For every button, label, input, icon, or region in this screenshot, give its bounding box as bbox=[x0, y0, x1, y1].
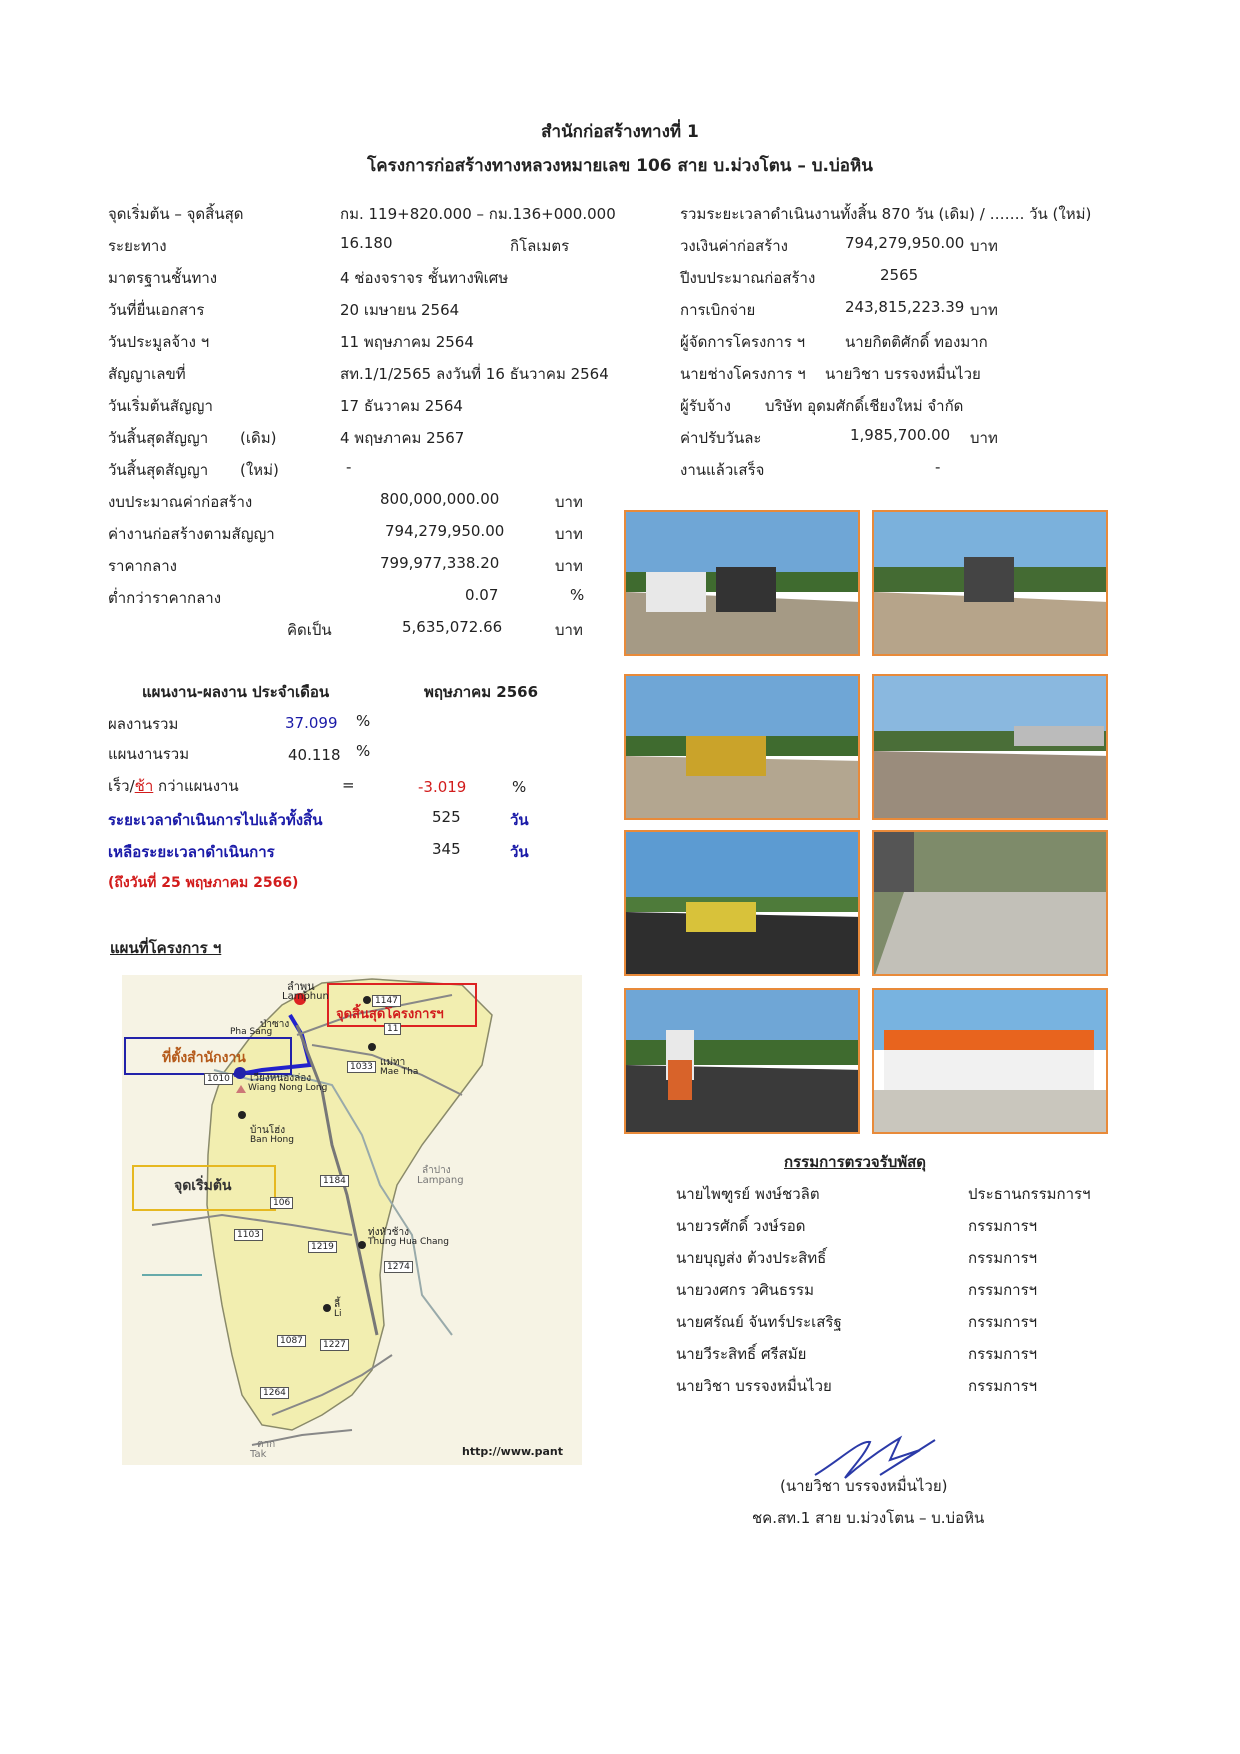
place-li-th: ลี้ bbox=[334, 1299, 341, 1310]
info-value: 243,815,223.39 bbox=[845, 298, 965, 316]
road-badge: 1087 bbox=[277, 1335, 306, 1347]
info-value: 4 ช่องจราจร ชั้นทางพิเศษ bbox=[340, 269, 509, 287]
place-wiang-en: Wiang Nong Long bbox=[248, 1083, 328, 1093]
budget-label: ต่ำกว่าราคากลาง bbox=[108, 589, 222, 607]
diff-value: -3.019 bbox=[418, 778, 467, 796]
budget-label: งบประมาณค่าก่อสร้าง bbox=[108, 493, 253, 511]
member-role: กรรมการฯ bbox=[968, 1249, 1038, 1267]
road-badge: 1147 bbox=[372, 995, 401, 1007]
info-value: 2565 bbox=[880, 266, 919, 284]
remain-value: 345 bbox=[432, 840, 461, 858]
place-thunghuachang-en: Thung Hua Chang bbox=[368, 1237, 449, 1247]
town-dot bbox=[323, 1304, 331, 1312]
info-value: บริษัท อุดมศักดิ์เชียงใหม่ จำกัด bbox=[765, 397, 964, 415]
info-value: นายวิชา บรรจงหมื่นไวย bbox=[825, 365, 981, 383]
member-name: นายวรศักดิ์ วงษ์รอด bbox=[676, 1217, 806, 1235]
info-label: วงเงินค่าก่อสร้าง bbox=[680, 237, 788, 255]
road-badge: 1274 bbox=[384, 1261, 413, 1273]
photo-roller bbox=[624, 830, 860, 976]
photo-road-signs bbox=[624, 988, 860, 1134]
start-label: จุดเริ่มต้น bbox=[174, 1178, 232, 1194]
budget-label: คิดเป็น bbox=[287, 621, 332, 639]
info-label: มาตรฐานชั้นทาง bbox=[108, 269, 218, 287]
info-label: งานแล้วเสร็จ bbox=[680, 461, 765, 479]
budget-value: 800,000,000.00 bbox=[380, 490, 500, 508]
road-badge: 1010 bbox=[204, 1073, 233, 1085]
place-lamphun-en: Lamphun bbox=[282, 991, 329, 1002]
place-lampang-th: ลำปาง bbox=[422, 1165, 451, 1176]
place-banhong-en: Ban Hong bbox=[250, 1135, 294, 1145]
info-label: วันที่ยื่นเอกสาร bbox=[108, 301, 205, 319]
member-role: กรรมการฯ bbox=[968, 1217, 1038, 1235]
place-tak-th: ตาก bbox=[257, 1439, 276, 1450]
place-pasang-en: Pha Sang bbox=[230, 1027, 273, 1037]
place-maetha-th: แม่ทา bbox=[380, 1057, 406, 1068]
info-value: 16.180 bbox=[340, 234, 393, 252]
info-label: สัญญาเลขที่ bbox=[108, 365, 186, 383]
committee-heading: กรรมการตรวจรับพัสดุ bbox=[784, 1153, 927, 1171]
remain-day: วัน bbox=[510, 843, 529, 861]
place-tak-en: Tak bbox=[250, 1449, 267, 1460]
place-li-en: Li bbox=[334, 1309, 342, 1319]
place-lamphun-th: ลำพูน bbox=[287, 980, 315, 993]
plan-label: แผนงานรวม bbox=[108, 745, 190, 763]
info-label: รวมระยะเวลาดำเนินงานทั้งสิ้น 870 วัน (เดิม) / ……. วัน (ใหม่) bbox=[680, 205, 1092, 223]
signer-name: (นายวิชา บรรจงหมื่นไวย) bbox=[780, 1477, 948, 1495]
info-value: นายกิตติศักดิ์ ทองมาก bbox=[845, 333, 988, 351]
place-pasang-th: ป่าซาง bbox=[260, 1019, 290, 1030]
road-badge: 1227 bbox=[320, 1339, 349, 1351]
progress-heading: แผนงาน-ผลงาน ประจำเดือน bbox=[142, 683, 330, 701]
member-role: กรรมการฯ bbox=[968, 1345, 1038, 1363]
info-value: - bbox=[935, 458, 941, 476]
actual-label: ผลงานรวม bbox=[108, 715, 179, 733]
place-banhong-th: บ้านโฮ่ง bbox=[250, 1125, 286, 1136]
road-badge: 1103 bbox=[234, 1229, 263, 1241]
budget-unit: % bbox=[570, 586, 585, 604]
end-label: จุดสิ้นสุดโครงการฯ bbox=[336, 1007, 444, 1022]
remain-label: เหลือระยะเวลาดำเนินการ bbox=[108, 843, 275, 861]
info-value: 20 เมษายน 2564 bbox=[340, 301, 460, 319]
info-label: ผู้รับจ้าง bbox=[680, 397, 731, 415]
elapsed-value: 525 bbox=[432, 808, 461, 826]
map-url: http://www.pant bbox=[462, 1445, 564, 1458]
info-value: สท.1/1/2565 ลงวันที่ 16 ธันวาคม 2564 bbox=[340, 365, 609, 383]
member-name: นายวิชา บรรจงหมื่นไวย bbox=[676, 1377, 832, 1395]
budget-value: 794,279,950.00 bbox=[385, 522, 505, 540]
info-label: การเบิกจ่าย bbox=[680, 301, 756, 319]
member-role: กรรมการฯ bbox=[968, 1313, 1038, 1331]
diff-pct: % bbox=[512, 778, 527, 796]
member-name: นายวีระสิทธิ์ ศรีสมัย bbox=[676, 1345, 807, 1363]
info-label: จุดเริ่มต้น – จุดสิ้นสุด bbox=[108, 205, 244, 223]
town-dot bbox=[368, 1043, 376, 1051]
info-value: 1,985,700.00 bbox=[850, 426, 951, 444]
photo-road-base bbox=[872, 674, 1108, 820]
budget-unit: บาท bbox=[555, 525, 583, 543]
budget-value: 799,977,338.20 bbox=[380, 554, 500, 572]
member-name: นายวงศกร วศินธรรม bbox=[676, 1281, 814, 1299]
budget-label: ราคากลาง bbox=[108, 557, 177, 575]
info-label: วันเริ่มต้นสัญญา bbox=[108, 397, 213, 415]
progress-month: พฤษภาคม 2566 bbox=[424, 683, 539, 701]
road-badge: 11 bbox=[384, 1023, 401, 1035]
budget-value: 0.07 bbox=[465, 586, 499, 604]
road-badge: 1264 bbox=[260, 1387, 289, 1399]
info-value: - bbox=[346, 458, 352, 476]
plan-value: 40.118 bbox=[288, 746, 341, 764]
info-label: นายช่างโครงการ ฯ bbox=[680, 365, 806, 383]
budget-label: ค่างานก่อสร้างตามสัญญา bbox=[108, 525, 275, 543]
road-badge: 1033 bbox=[347, 1061, 376, 1073]
info-unit: บาท bbox=[970, 301, 998, 319]
actual-pct: % bbox=[356, 712, 371, 730]
road-badge: 106 bbox=[270, 1197, 293, 1209]
road-badge: 1184 bbox=[320, 1175, 349, 1187]
member-name: นายศรัณย์ จันทร์ประเสริฐ bbox=[676, 1313, 842, 1331]
info-label: ค่าปรับวันละ bbox=[680, 429, 762, 447]
member-name: นายบุญส่ง ต้วงประสิทธิ์ bbox=[676, 1249, 827, 1267]
info-sub: (ใหม่) bbox=[240, 461, 279, 479]
info-sub: (เดิม) bbox=[240, 429, 277, 447]
office-title: สำนักก่อสร้างทางที่ 1 bbox=[541, 122, 699, 142]
plan-pct: % bbox=[356, 742, 371, 760]
place-maetha-en: Mae Tha bbox=[380, 1067, 419, 1077]
member-role: กรรมการฯ bbox=[968, 1377, 1038, 1395]
budget-value: 5,635,072.66 bbox=[402, 618, 503, 636]
elapsed-label: ระยะเวลาดำเนินการไปแล้วทั้งสิ้น bbox=[108, 811, 323, 829]
info-value: 794,279,950.00 bbox=[845, 234, 965, 252]
info-label: ระยะทาง bbox=[108, 237, 167, 255]
town-dot bbox=[238, 1111, 246, 1119]
diff-label: เร็ว/ช้า กว่าแผนงาน bbox=[108, 777, 239, 795]
info-label: วันสิ้นสุดสัญญา bbox=[108, 429, 209, 447]
info-value: กม. 119+820.000 – กม.136+000.000 bbox=[340, 205, 616, 223]
photo-site-office bbox=[872, 988, 1108, 1134]
photo-milling-truck bbox=[624, 510, 860, 656]
office-label: ที่ตั้งสำนักงาน bbox=[162, 1050, 246, 1066]
info-label: วันประมูลจ้าง ฯ bbox=[108, 333, 210, 351]
place-wiang-th: เวียงหนองล่อง bbox=[250, 1073, 312, 1084]
elapsed-day: วัน bbox=[510, 811, 529, 829]
map-heading: แผนที่โครงการ ฯ bbox=[110, 939, 222, 957]
project-title: โครงการก่อสร้างทางหลวงหมายเลข 106 สาย บ.ม่วงโตน – บ.บ่อหิน bbox=[367, 156, 873, 176]
info-unit: บาท bbox=[970, 429, 998, 447]
diff-eq: = bbox=[342, 776, 355, 794]
info-value: 4 พฤษภาคม 2567 bbox=[340, 429, 465, 447]
actual-value: 37.099 bbox=[285, 714, 338, 732]
info-value: 11 พฤษภาคม 2564 bbox=[340, 333, 474, 351]
member-role: กรรมการฯ bbox=[968, 1281, 1038, 1299]
info-label: วันสิ้นสุดสัญญา bbox=[108, 461, 209, 479]
member-name: นายไพฑูรย์ พงษ์ชวลิต bbox=[676, 1185, 820, 1203]
member-role: ประธานกรรมการฯ bbox=[968, 1185, 1091, 1203]
project-map bbox=[122, 975, 582, 1465]
town-dot bbox=[358, 1241, 366, 1249]
as-of-date: (ถึงวันที่ 25 พฤษภาคม 2566) bbox=[108, 875, 299, 891]
photo-recycler bbox=[872, 510, 1108, 656]
road-badge: 1219 bbox=[308, 1241, 337, 1253]
info-value: 17 ธันวาคม 2564 bbox=[340, 397, 463, 415]
signer-position: ชค.สท.1 สาย บ.ม่วงโตน – บ.บ่อหิน bbox=[752, 1509, 985, 1527]
info-label: ผู้จัดการโครงการ ฯ bbox=[680, 333, 806, 351]
budget-unit: บาท bbox=[555, 621, 583, 639]
place-thunghuachang-th: ทุ่งหัวช้าง bbox=[368, 1227, 409, 1238]
photo-grader bbox=[624, 674, 860, 820]
photo-concrete bbox=[872, 830, 1108, 976]
budget-unit: บาท bbox=[555, 493, 583, 511]
info-label: ปีงบประมาณก่อสร้าง bbox=[680, 269, 816, 287]
info-unit: บาท bbox=[970, 237, 998, 255]
place-lampang-en: Lampang bbox=[417, 1175, 464, 1186]
info-unit: กิโลเมตร bbox=[510, 237, 570, 255]
budget-unit: บาท bbox=[555, 557, 583, 575]
